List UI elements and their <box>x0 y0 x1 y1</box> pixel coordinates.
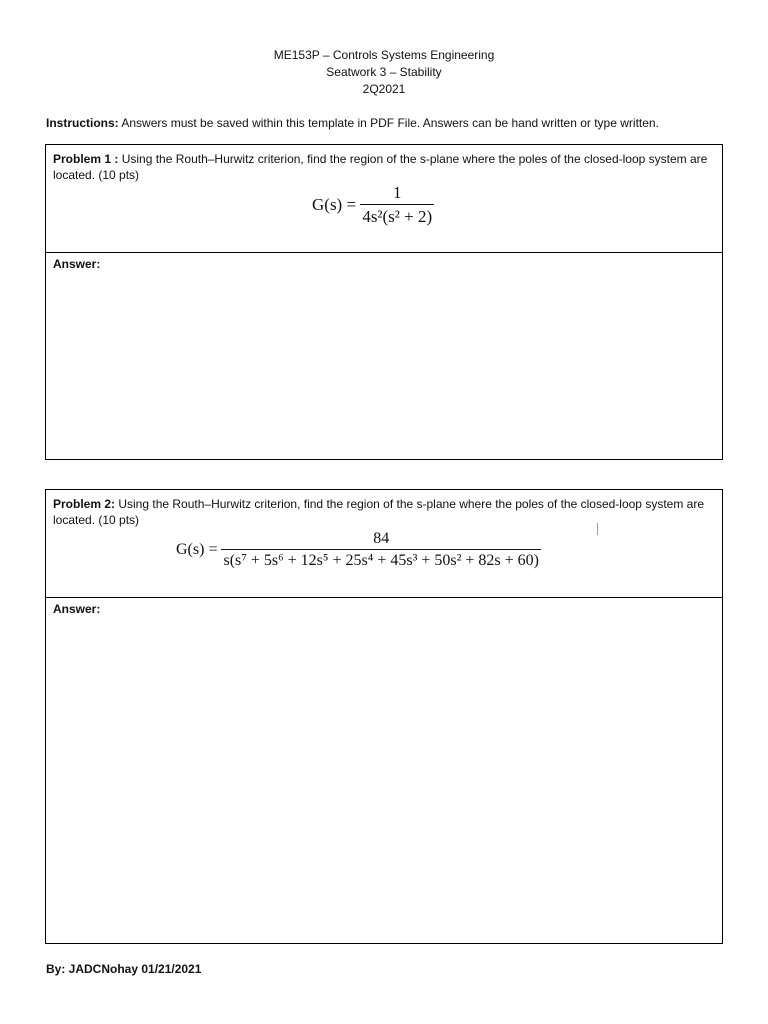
instructions <box>46 116 659 130</box>
instructions-text: Answers must be saved within this template in PDF File. Answers can be hand written or type written. <box>118 116 659 130</box>
instructions-label: Instructions: <box>46 116 119 130</box>
problem-2-divider <box>46 597 722 598</box>
problem-2-eq-denominator: s(s⁷ + 5s⁶ + 12s⁵ + 25s⁴ + 45s³ + 50s² + 82s + 60) <box>221 549 541 570</box>
problem-1-answer-label: Answer: <box>53 257 101 271</box>
problem-1-eq-numerator: 1 <box>392 183 402 202</box>
problem-2-question <box>53 496 713 528</box>
problem-2-equation <box>176 530 541 570</box>
problem-2-eq-lhs: G(s) = <box>176 541 218 558</box>
problem-1-equation <box>312 183 434 227</box>
problem-1-divider <box>46 252 722 253</box>
term-label: 2Q2021 <box>362 82 406 96</box>
problem-2-eq-fraction <box>221 530 541 570</box>
problem-1-text: Using the Routh–Hurwitz criterion, find the region of the s-plane where the poles of the closed-loop system are located. (10 pts) <box>53 152 708 182</box>
problem-2-box <box>45 489 723 944</box>
problem-2-answer-label: Answer: <box>53 602 101 616</box>
text-cursor <box>597 523 598 535</box>
problem-1-box <box>45 144 723 460</box>
problem-2-text: Using the Routh–Hurwitz criterion, find the region of the s-plane where the poles of the closed-loop system are located. (10 pts) <box>53 497 704 527</box>
problem-1-eq-denominator: 4s²(s² + 2) <box>360 204 434 227</box>
problem-1-label: Problem 1 : <box>53 152 119 166</box>
byline: By: JADCNohay 01/21/2021 <box>46 962 202 976</box>
seatwork-title: Seatwork 3 – Stability <box>326 65 442 79</box>
problem-2-eq-numerator: 84 <box>373 530 390 547</box>
problem-1-eq-fraction <box>360 183 434 227</box>
problem-1-question <box>53 151 713 183</box>
problem-2-label: Problem 2: <box>53 497 116 511</box>
problem-1-eq-lhs: G(s) = <box>312 195 357 214</box>
course-title: ME153P – Controls Systems Engineering <box>273 48 495 62</box>
